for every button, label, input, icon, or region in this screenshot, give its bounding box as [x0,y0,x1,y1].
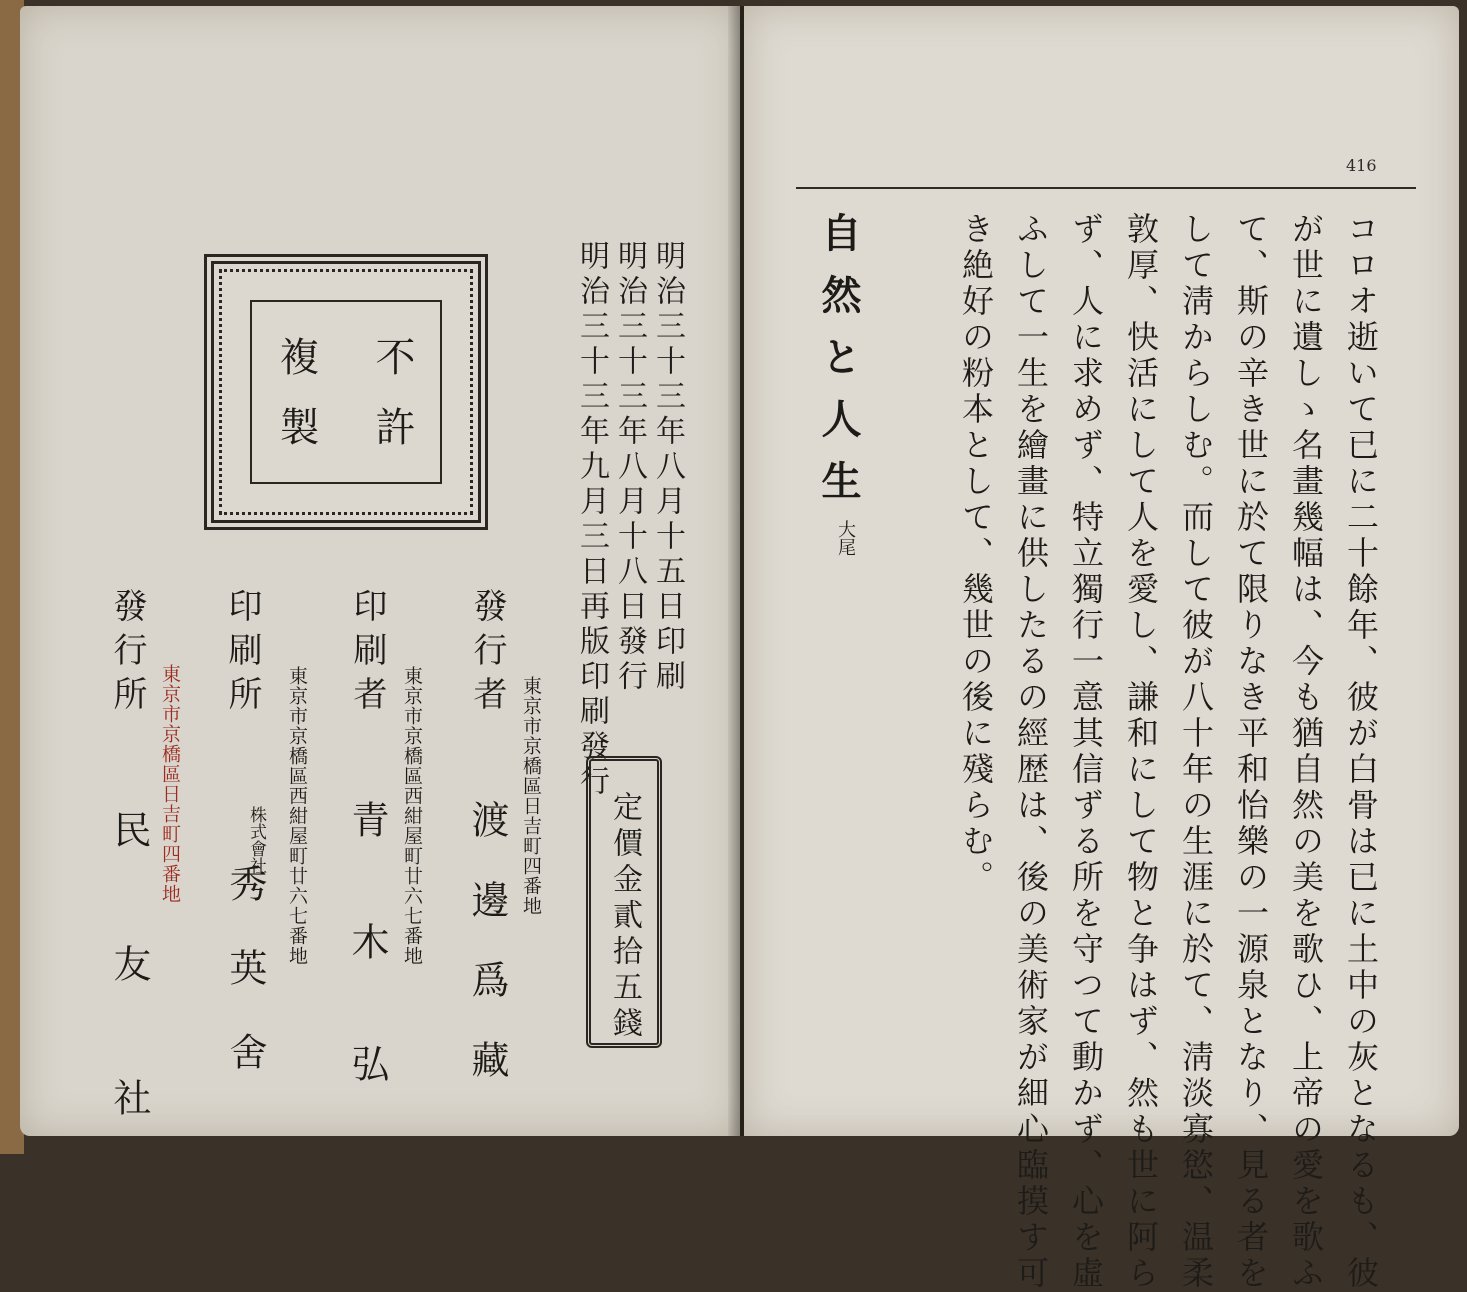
issuer-name: 民友社 [107,810,151,1212]
text-line-5: 敦厚、快活にして人を愛し、謙和にして物と争はず、然も世に阿ら [1122,212,1160,1292]
issue-date: 明治三十三年八月十八日發行 [612,240,647,695]
chapter-title: 自然と人生 [815,212,861,522]
printer-name: 青木弘 [345,800,389,1166]
publisher-address: 東京市京橋區日吉町四番地 [520,676,542,916]
text-line-8: き絶好の粉本として、幾世の後に殘らむ。 [957,212,995,896]
printshop-name: 秀英舍 [223,864,267,1116]
issuer-address: 東京市京橋區日吉町四番地 [159,664,181,904]
printer-role: 印刷者 [347,588,387,720]
text-line-3: て、斯の辛き世に於て限りなき平和怡樂の一源泉となり、見る者を [1232,212,1270,1292]
no-reproduction-stamp [204,254,488,530]
text-line-7: ふして一生を繪畫に供したるの經歴は、後の美術家が細心臨摸す可 [1012,212,1050,1292]
author-name: 大尾 [835,520,856,556]
page-number: 416 [1346,156,1377,175]
text-line-1: コロオ逝いて已に二十餘年、彼が白骨は已に土中の灰となるも、彼 [1342,212,1380,1292]
print-date: 明治三十三年八月十五日印刷 [650,240,685,695]
text-line-6: ず、人に求めず、特立獨行一意其信ずる所を守つて動かず、心を虛 [1067,212,1105,1292]
header-rule [796,187,1416,189]
reprint-date: 明治三十三年九月三日再版印刷發行 [574,240,609,800]
text-line-2: が世に遺しゝ名畫幾幅は、今も猶自然の美を歌ひ、上帝の愛を歌ふ [1287,212,1325,1292]
stamp-text-2: 複製 [273,336,319,476]
issuer-role: 發行所 [107,588,147,720]
text-line-4: して淸からしむ。而して彼が八十年の生涯に於て、淸淡寡慾、温柔 [1177,212,1215,1292]
printer-address: 東京市京橋區西紺屋町廿六七番地 [401,666,423,966]
stamp-text-1: 不許 [369,336,415,476]
printshop-kind-text: 株式會社 [246,806,266,874]
publisher-name: 渡邊爲藏 [465,800,509,1120]
publisher-role: 發行者 [467,588,507,720]
price-box [586,756,662,1048]
price-label: 定價金貳拾五錢 [607,791,642,1043]
printshop-address: 東京市京橋區西紺屋町廿六七番地 [286,666,308,966]
printshop-role: 印刷所 [222,588,262,720]
